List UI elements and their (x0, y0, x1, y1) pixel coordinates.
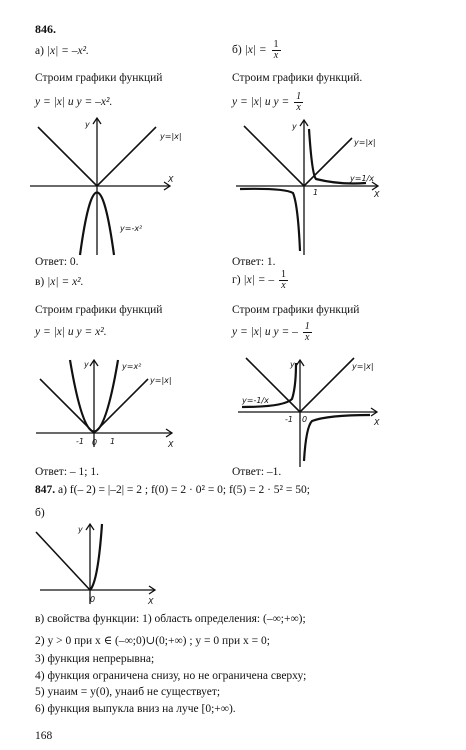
graph-a (30, 115, 210, 255)
part-b-eq-fraction: $\frac{1}{x}$ (273, 39, 279, 61)
part-a-answer: Ответ: 0. (35, 256, 79, 268)
svg-text:y=-1/x: y=-1/x (242, 396, 269, 405)
svg-text:y=|x|: y=|x| (352, 362, 374, 371)
part-b-label: б) (232, 44, 242, 57)
property-1: в) свойства функции: 1) область определения: (–∞;+∞); (35, 613, 306, 625)
property-6: 6) функция выпукла вниз на луче [0;+∞). (35, 703, 236, 715)
svg-text:X: X (168, 440, 174, 449)
part-b-eq-left: |x| = (244, 44, 267, 57)
svg-text:X: X (374, 418, 380, 427)
svg-text:y=x²: y=x² (122, 362, 142, 371)
problem-847-number: 847. (35, 484, 56, 496)
graph-d (232, 355, 392, 470)
svg-text:X: X (148, 597, 154, 606)
property-5: 5) yнаим = y(0), yнаиб не существует; (35, 686, 221, 698)
part-a-eq: |x| = –x². (46, 45, 89, 57)
page-number: 168 (35, 730, 53, 742)
svg-text:X: X (374, 190, 380, 199)
part-a-functions: y = |x| и y = –x². (35, 96, 113, 108)
part-c-answer: Ответ: – 1; 1. (35, 466, 99, 478)
part-b-funcs-fraction: $\frac{1}{x}$ (296, 91, 302, 113)
part-d-functions: y = |x| и y = – $\frac{1}{x}$ (232, 321, 310, 343)
svg-text:y=1/x: y=1/x (350, 174, 374, 183)
part-c-functions: y = |x| и y = x². (35, 326, 107, 338)
svg-text:y: y (84, 360, 89, 369)
property-2: 2) y > 0 при x ∈ (–∞;0)∪(0;+∞) ; y = 0 при x = 0; (35, 635, 270, 647)
problem-847-line-a: 847. а) f(– 2) = |–2| = 2 ; f(0) = 2 · 0² = 0; f(5) = 2 · 5² = 50; (35, 484, 310, 496)
svg-text:y=-x²: y=-x² (120, 224, 143, 233)
part-a-equation (35, 44, 89, 58)
property-3: 3) функция непрерывна; (35, 653, 155, 665)
svg-text:y=|x|: y=|x| (160, 132, 182, 141)
svg-text:1: 1 (313, 188, 319, 197)
problem-846-number: 846. (35, 22, 56, 36)
part-b-equation (232, 40, 283, 61)
part-d-funcs-fraction: $\frac{1}{x}$ (304, 321, 310, 343)
part-d-eq-fraction: $\frac{1}{x}$ (280, 269, 286, 291)
part-b-build-text: Строим графики функций. (232, 72, 363, 84)
svg-text:y: y (292, 122, 297, 131)
svg-text:-1: -1 (76, 437, 84, 446)
svg-text:y: y (290, 360, 295, 369)
svg-text:y: y (78, 525, 83, 534)
svg-text:1: 1 (110, 437, 116, 446)
svg-text:0: 0 (90, 595, 96, 604)
problem-847-b-label: б) (35, 507, 45, 519)
part-c-build-text: Строим графики функций (35, 304, 163, 316)
part-d-build-text: Строим графики функций (232, 304, 360, 316)
svg-text:y=|x|: y=|x| (150, 376, 172, 385)
part-b-answer: Ответ: 1. (232, 256, 276, 268)
part-d-answer: Ответ: –1. (232, 466, 282, 478)
part-a-label: а) (35, 45, 44, 57)
graph-847 (30, 518, 170, 608)
svg-text:X: X (168, 175, 174, 184)
svg-text:0: 0 (302, 415, 308, 424)
part-d-equation: г) |x| = – $\frac{1}{x}$ (232, 269, 286, 291)
property-4: 4) функция ограничена снизу, но не ограничена сверху; (35, 670, 307, 682)
svg-text:y: y (85, 120, 90, 129)
svg-text:0: 0 (92, 438, 98, 447)
svg-text:-1: -1 (285, 415, 293, 424)
graph-c (30, 355, 200, 470)
part-c-equation: в) |x| = x². (35, 276, 84, 288)
part-a-build-text: Строим графики функций (35, 72, 163, 84)
part-b-functions: y = |x| и y = $\frac{1}{x}$ (232, 91, 302, 113)
graph-b (230, 115, 390, 255)
svg-text:y=|x|: y=|x| (354, 138, 376, 147)
